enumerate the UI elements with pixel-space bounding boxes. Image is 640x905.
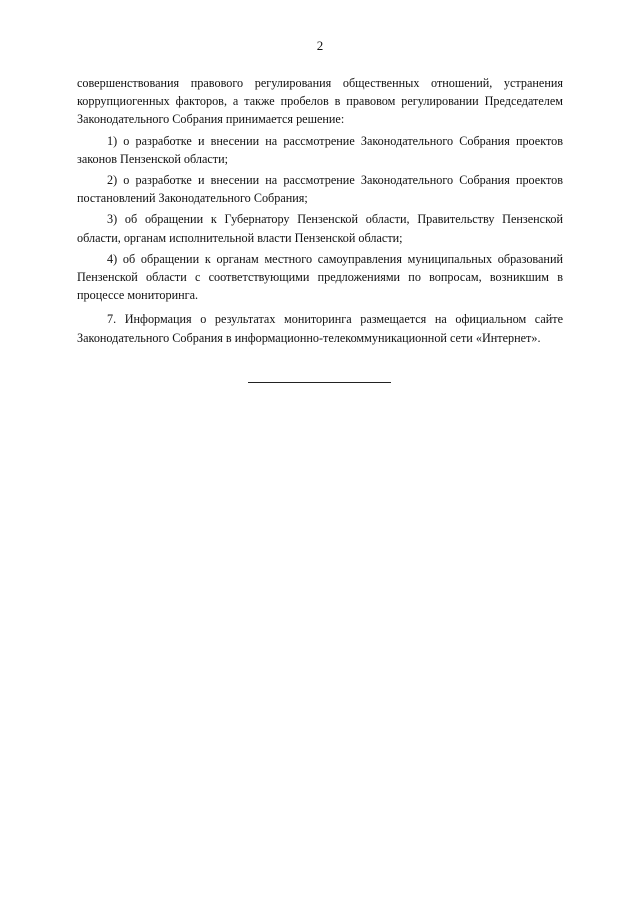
paragraph-item-3: 3) об обращении к Губернатору Пензенской области, Правительству Пензенской области, органам исполнительной власти Пензенской области; <box>77 212 563 245</box>
page-number: 2 <box>316 38 324 53</box>
paragraph-item-1: 1) о разработке и внесении на рассмотрение Законодательного Собрания проектов законов Пензенской области; <box>77 133 563 166</box>
paragraph-intro: совершенствования правового регулирования общественных отношений, устранения коррупциогенных факторов, а также пробелов в правовом регулировании Председателем Законодательного Собрания принимается решение: <box>77 76 563 127</box>
paragraph-item-7: 7. Информация о результатах мониторинга размещается на официальном сайте Законодательного Собрания в информационно-телекоммуникационной сети «Интернет». <box>77 312 563 345</box>
document-body <box>77 74 563 350</box>
paragraph-item-2: 2) о разработке и внесении на рассмотрение Законодательного Собрания проектов постановлений Законодательного Собрания; <box>77 173 563 206</box>
paragraph-item-4: 4) об обращении к органам местного самоуправления муниципальных образований Пензенской области с соответствующими предложениями по вопросам, возникшим в процессе мониторинга. <box>77 251 563 303</box>
end-divider-line <box>248 382 391 383</box>
